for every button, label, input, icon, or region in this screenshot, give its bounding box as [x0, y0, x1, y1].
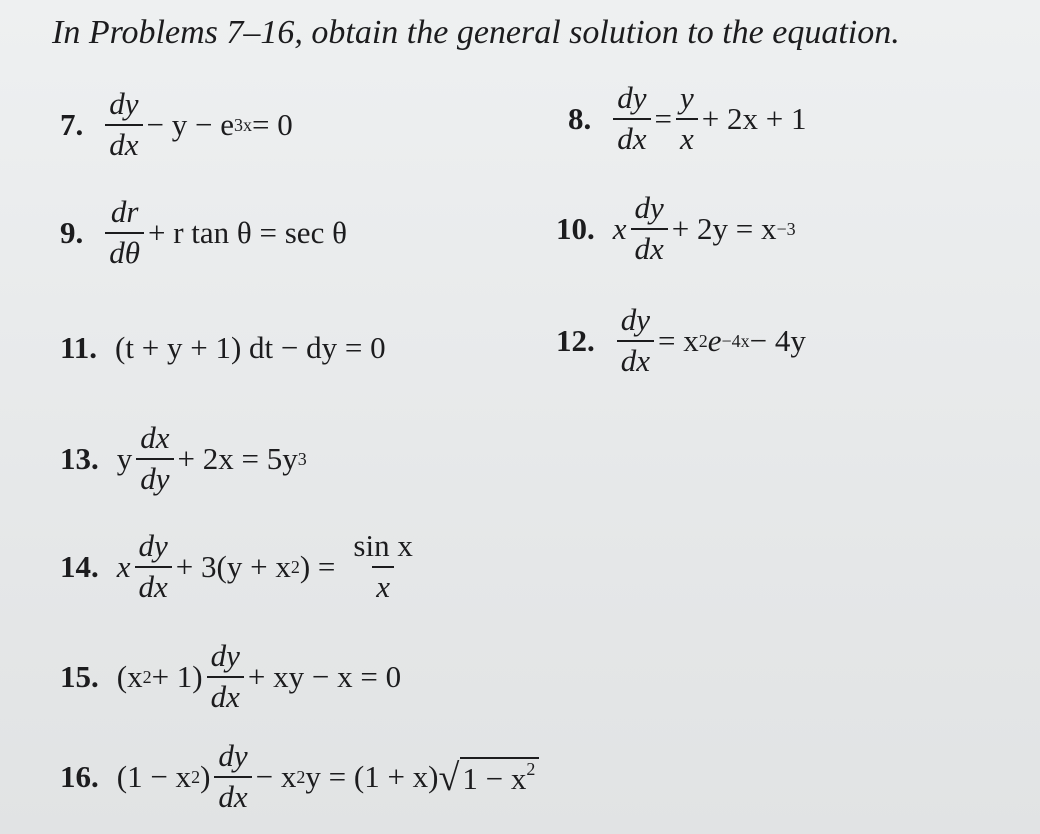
problem-14: 14. x $\frac{dy}{dx}$ + 3(y + x 2 ) = $\frac{\text{sin x}}{x}$ [60, 530, 421, 603]
derivative-fraction: $\frac{dr}{d\theta}$ [105, 196, 144, 269]
problem-number: 7. [60, 106, 84, 142]
derivative-fraction: $\frac{dy}{dx}$ [214, 740, 251, 813]
problem-number: 13. [60, 440, 99, 476]
problem-11: 11. (t + y + 1) dt − dy = 0 [60, 330, 386, 365]
problem-15: 15. (x 2 + 1) $\frac{dy}{dx}$ + xy − x = 0 [60, 638, 402, 714]
sin-x-over-x-fraction: $\frac{\text{sin x}}{x}$ [353, 528, 413, 604]
problem-12: 12. $\frac{dy}{dx}$ = x 2 e −4x − 4y [556, 302, 806, 378]
derivative-fraction: $\frac{dy}{dx}$ [105, 88, 142, 161]
y-over-x-fraction: $\frac{y}{x}$ [676, 82, 698, 155]
problem-8: 8. $\frac{dy}{dx}$ = $\frac{y}{x}$ + 2x + 1 [568, 80, 807, 156]
radical-sign-icon: √ [438, 756, 460, 799]
problem-16: 16. (1 − x 2 ) $\frac{dy}{dx}$ − x 2 y = (1 + x) √ $1 - x^2$ [60, 740, 539, 813]
derivative-fraction: $\frac{dx}{dy}$ [136, 422, 173, 495]
problem-number: 16. [60, 758, 99, 794]
problem-set-heading: In Problems 7–16, obtain the general solution to the equation. [52, 14, 900, 51]
problem-number: 14. [60, 548, 99, 584]
problem-number: 12. [556, 322, 595, 358]
problem-number: 11. [60, 330, 98, 365]
problem-number: 15. [60, 658, 99, 694]
problem-10: 10. x $\frac{dy}{dx}$ + 2y = x −3 [556, 190, 796, 266]
derivative-fraction: $\frac{dy}{dx}$ [135, 530, 172, 603]
square-root: √ $1 - x^2$ [439, 757, 540, 797]
derivative-fraction: $\frac{dy}{dx}$ [631, 192, 668, 265]
problem-7: 7. $\frac{dy}{dx}$ − y − e 3x = 0 [60, 86, 293, 162]
problem-number: 9. [60, 214, 84, 250]
problem-number: 10. [556, 210, 595, 246]
problem-9: 9. $\frac{dr}{d\theta}$ + r tan θ = sec θ [60, 194, 347, 270]
derivative-fraction: $\frac{dy}{dx}$ [207, 640, 244, 713]
derivative-fraction: $\frac{dy}{dx}$ [617, 304, 654, 377]
derivative-fraction: $\frac{dy}{dx}$ [613, 82, 650, 155]
problem-13: 13. y $\frac{dx}{dy}$ + 2x = 5y 3 [60, 420, 307, 496]
problem-number: 8. [568, 100, 592, 136]
